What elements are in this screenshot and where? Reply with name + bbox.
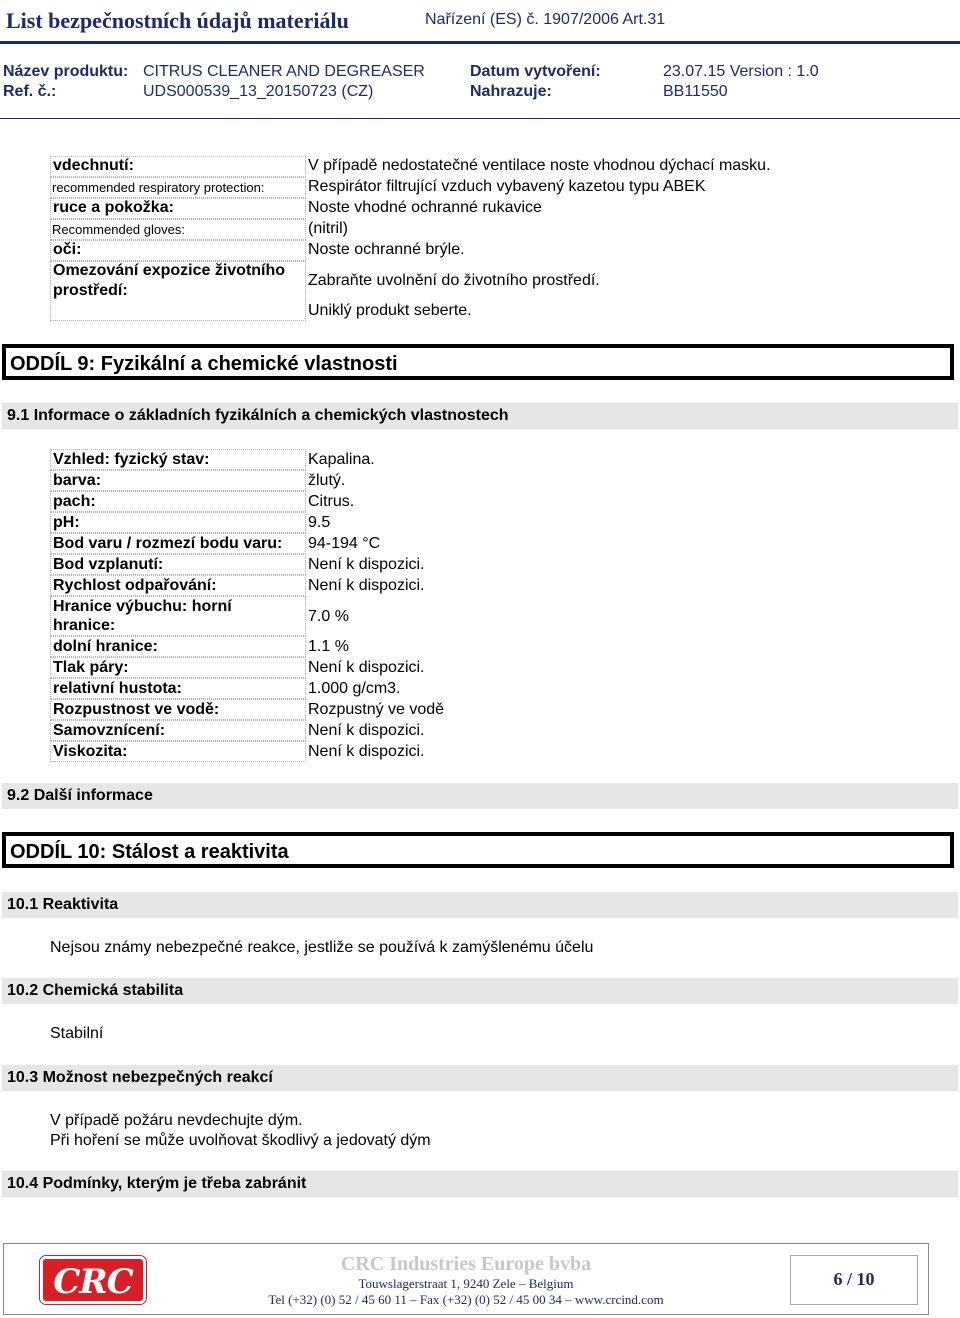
- property-value: Není k dispozici.: [308, 577, 425, 594]
- property-value: Kapalina.: [308, 451, 375, 468]
- hands-skin-value: Noste vhodné ochranné rukavice: [308, 199, 542, 216]
- property-value: 94-194 °C: [308, 535, 381, 552]
- property-label: Rychlost odpařování:: [53, 577, 217, 594]
- subsection-10-4-title: 10.4 Podmínky, kterým je třeba zabránit: [7, 1175, 307, 1192]
- subsection-10-3-title: 10.3 Možnost nebezpečných reakcí: [7, 1069, 273, 1086]
- section-10-header: [2, 832, 954, 868]
- property-label: Viskozita:: [53, 743, 128, 760]
- property-value: 1.1 %: [308, 638, 349, 655]
- subsection-10-4: [2, 1171, 958, 1197]
- property-value: Není k dispozici.: [308, 743, 425, 760]
- hazardous-reactions-text: V případě požáru nevdechujte dým.: [50, 1112, 303, 1129]
- property-value: 7.0 %: [308, 608, 349, 625]
- hazardous-reactions-text-2: Při hoření se může uvolňovat škodlivý a jedovatý dým: [50, 1132, 431, 1149]
- header-rule: [0, 41, 960, 44]
- property-label: Hranice výbuchu: horní: [53, 598, 232, 615]
- regulation-reference: Nařízení (ES) č. 1907/2006 Art.31: [425, 11, 666, 28]
- spill-collection-value: Uniklý produkt seberte.: [308, 302, 472, 319]
- property-value: 1.000 g/cm3.: [308, 680, 401, 697]
- company-address: Touwslagerstraat 1, 9240 Zele – Belgium: [358, 1276, 574, 1291]
- section-10-title: ODDÍL 10: Stálost a reaktivita: [10, 841, 289, 863]
- subsection-10-1-title: 10.1 Reaktivita: [7, 896, 119, 913]
- subsection-10-1: [2, 892, 958, 918]
- replaces-label: Nahrazuje:: [470, 83, 552, 100]
- eyes-value: Noste ochranné brýle.: [308, 241, 465, 258]
- property-label: barva:: [53, 472, 102, 489]
- property-value: Není k dispozici.: [308, 556, 425, 573]
- environmental-exposure-value: Zabraňte uvolnění do životního prostředí.: [308, 272, 600, 289]
- property-value: Není k dispozici.: [308, 659, 425, 676]
- property-label: dolní hranice:: [53, 638, 158, 655]
- product-name-value: CITRUS CLEANER AND DEGREASER: [143, 63, 425, 80]
- subsection-9-1: [2, 403, 958, 429]
- eyes-label: oči:: [53, 241, 82, 258]
- subsection-9-2: [2, 783, 958, 809]
- recommended-gloves-label: Recommended gloves:: [52, 222, 185, 237]
- ref-number-value: UDS000539_13_20150723 (CZ): [143, 83, 374, 100]
- subsection-9-1-title: 9.1 Informace o základních fyzikálních a chemických vlastnostech: [7, 407, 509, 424]
- product-name-label: Název produktu:: [3, 63, 129, 80]
- section-9-header: [2, 344, 954, 380]
- subsection-10-2: [2, 978, 958, 1004]
- created-date-value: 23.07.15 Version : 1.0: [663, 63, 819, 80]
- reactivity-text: Nejsou známy nebezpečné reakce, jestliže se používá k zamýšlenému účelu: [50, 939, 594, 956]
- property-label: pH:: [53, 514, 80, 531]
- property-value: žlutý.: [308, 472, 346, 489]
- subsection-9-2-title: 9.2 Další informace: [7, 787, 153, 804]
- property-label: pach:: [53, 493, 96, 510]
- property-value: 9.5: [308, 514, 331, 531]
- property-value: Není k dispozici.: [308, 722, 425, 739]
- respiratory-protection-value: Respirátor filtrující vzduch vybavený kazetou typu ABEK: [308, 178, 706, 195]
- ref-number-label: Ref. č.:: [3, 83, 57, 100]
- property-value: Rozpustný ve vodě: [308, 701, 445, 718]
- environmental-exposure-label-2: prostředí:: [53, 282, 128, 299]
- inhalation-value: V případě nedostatečné ventilace noste vhodnou dýchací masku.: [308, 157, 771, 174]
- page-number: 6 / 10: [833, 1269, 875, 1289]
- recommended-gloves-value: (nitril): [308, 220, 348, 237]
- document-title: List bezpečnostních údajů materiálu: [6, 8, 349, 33]
- property-label: Samovznícení:: [53, 722, 166, 739]
- property-label: relativní hustota:: [53, 680, 182, 697]
- subsection-10-3: [2, 1065, 958, 1091]
- property-label: Tlak páry:: [53, 659, 129, 676]
- crc-logo-text: CRC: [53, 1262, 133, 1302]
- created-date-label: Datum vytvoření:: [470, 63, 601, 80]
- respiratory-protection-label: recommended respiratory protection:: [52, 180, 265, 195]
- section-9-title: ODDÍL 9: Fyzikální a chemické vlastnosti: [10, 353, 398, 375]
- environmental-exposure-label: Omezování expozice životního: [53, 262, 286, 279]
- inhalation-label: vdechnutí:: [53, 157, 134, 174]
- property-label: Rozpustnost ve vodě:: [53, 701, 220, 718]
- property-label: Vzhled: fyzický stav:: [53, 451, 210, 468]
- property-label: Bod varu / rozmezí bodu varu:: [53, 535, 283, 552]
- property-label-continued: hranice:: [53, 617, 116, 634]
- company-name: CRC Industries Europe bvba: [340, 1253, 592, 1275]
- stability-text: Stabilní: [50, 1025, 104, 1042]
- subsection-10-2-title: 10.2 Chemická stabilita: [7, 982, 184, 999]
- hands-skin-label: ruce a pokožka:: [53, 199, 174, 216]
- property-label: Bod vzplanutí:: [53, 556, 164, 573]
- property-value: Citrus.: [308, 493, 355, 510]
- company-contact: Tel (+32) (0) 52 / 45 60 11 – Fax (+32) (0) 52 / 45 00 34 – www.crcind.com: [268, 1292, 664, 1307]
- meta-rule: [0, 118, 960, 119]
- replaces-value: BB11550: [663, 83, 728, 100]
